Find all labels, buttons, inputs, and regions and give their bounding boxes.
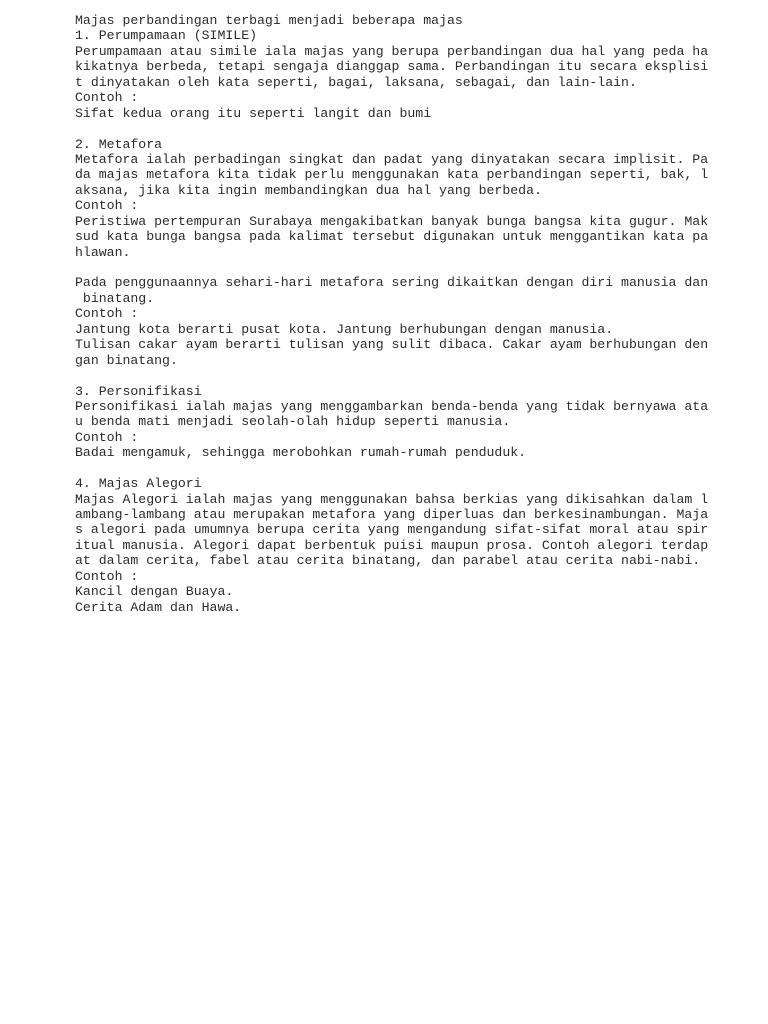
text-line: Pada penggunaannya sehari-hari metafora sering dikaitkan dengan diri manusia dan bbox=[75, 275, 709, 291]
text-line: aksana, jika kita ingin membandingkan dua hal yang berbeda. bbox=[75, 182, 542, 198]
text-line: da majas metafora kita tidak perlu menggunakan kata perbandingan seperti, bak, l bbox=[75, 167, 709, 183]
text-line: Peristiwa pertempuran Surabaya mengakibatkan banyak bunga bangsa kita gugur. Mak bbox=[75, 213, 709, 229]
text-line: 4. Majas Alegori bbox=[75, 476, 202, 492]
text-line: Majas Alegori ialah majas yang menggunakan bahsa berkias yang dikisahkan dalam l bbox=[75, 491, 709, 507]
text-line: binatang. bbox=[75, 290, 155, 306]
text-line: Sifat kedua orang itu seperti langit dan bumi bbox=[75, 105, 432, 121]
text-line: Tulisan cakar ayam berarti tulisan yang sulit dibaca. Cakar ayam berhubungan den bbox=[75, 337, 709, 353]
text-line: Perumpamaan atau simile iala majas yang berupa perbandingan dua hal yang peda ha bbox=[75, 43, 709, 59]
blank-line bbox=[75, 368, 755, 383]
text-line: Personifikasi ialah majas yang menggambarkan benda-benda yang tidak bernyawa ata bbox=[75, 398, 709, 414]
text-line: itual manusia. Alegori dapat berbentuk puisi maupun prosa. Contoh alegori terdap bbox=[75, 537, 709, 553]
text-line: Contoh : bbox=[75, 198, 139, 214]
text-line: Majas perbandingan terbagi menjadi beberapa majas bbox=[75, 13, 463, 28]
text-line: ambang-lambang atau merupakan metafora yang diperluas dan berkesinambungan. Maja bbox=[75, 507, 709, 522]
text-line: Contoh : bbox=[75, 429, 139, 445]
text-line: Badai mengamuk, sehingga merobohkan rumah-rumah penduduk. bbox=[75, 445, 527, 461]
text-line: s alegori pada umumnya berupa cerita yang mengandung sifat-sifat moral atau spir bbox=[75, 522, 709, 538]
text-line: 3. Personifikasi bbox=[75, 383, 202, 399]
blank-line bbox=[75, 260, 755, 275]
text-line: u benda mati menjadi seolah-olah hidup seperti manusia. bbox=[75, 414, 511, 430]
blank-line bbox=[75, 461, 755, 476]
text-line: kikatnya berbeda, tetapi sengaja dianggap sama. Perbandingan itu secara eksplisi bbox=[75, 59, 709, 75]
text-line: sud kata bunga bangsa pada kalimat tersebut digunakan untuk menggantikan kata pa bbox=[75, 229, 709, 245]
text-line: t dinyatakan oleh kata seperti, bagai, laksana, sebagai, dan lain-lain. bbox=[75, 74, 637, 90]
text-line: Jantung kota berarti pusat kota. Jantung berhubungan dengan manusia. bbox=[75, 321, 614, 337]
text-line: Contoh : bbox=[75, 568, 139, 584]
text-line: gan binatang. bbox=[75, 352, 178, 368]
text-line: Metafora ialah perbadingan singkat dan padat yang dinyatakan secara implisit. Pa bbox=[75, 151, 709, 167]
text-line: Kancil dengan Buaya. bbox=[75, 584, 234, 600]
text-line: 2. Metafora bbox=[75, 136, 163, 152]
blank-line bbox=[75, 121, 755, 136]
text-line: Contoh : bbox=[75, 306, 139, 322]
text-line: at dalam cerita, fabel atau cerita binatang, dan parabel atau cerita nabi-nabi. bbox=[75, 553, 701, 569]
text-line: hlawan. bbox=[75, 244, 131, 260]
text-line: 1. Perumpamaan (SIMILE) bbox=[75, 28, 258, 44]
text-line: Contoh : bbox=[75, 90, 139, 106]
document-text bbox=[75, 13, 755, 615]
text-line: Cerita Adam dan Hawa. bbox=[75, 599, 242, 615]
